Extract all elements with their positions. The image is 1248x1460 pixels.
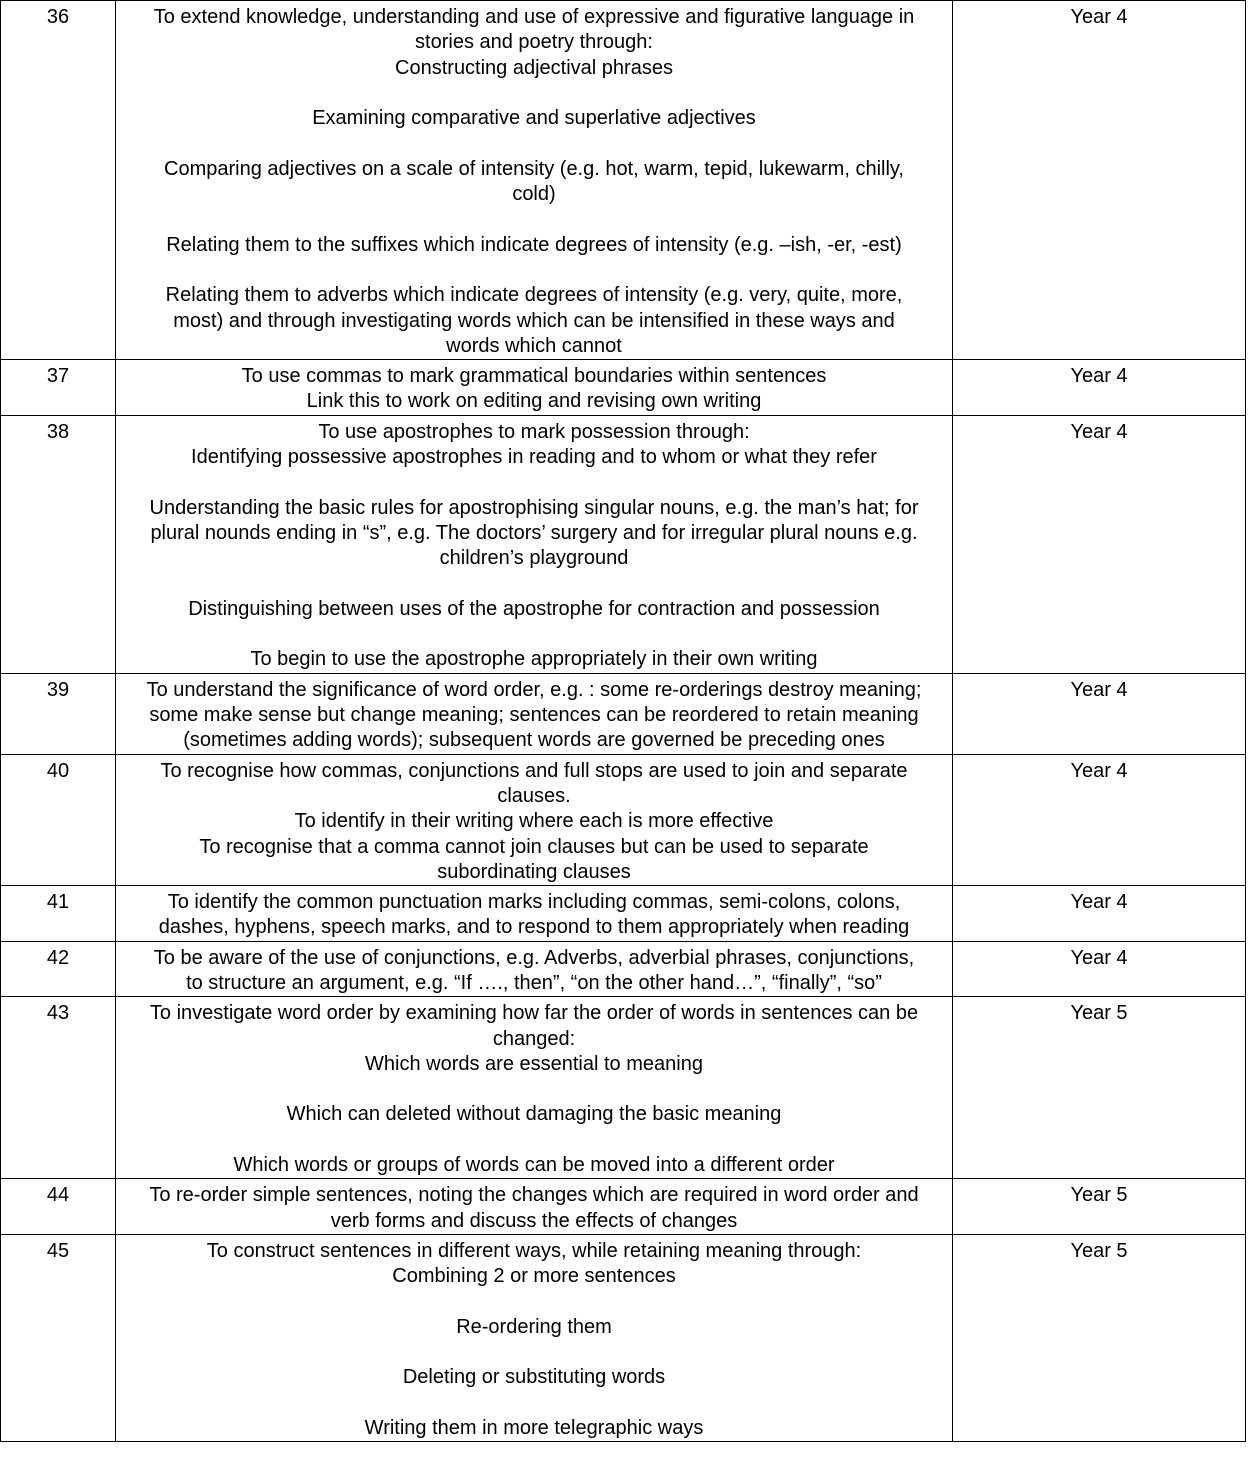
objective-line: Understanding the basic rules for apostrophising singular nouns, e.g. the man’s hat; for: [149, 496, 919, 519]
table-row: [1, 360, 1246, 416]
objective-line: Deleting or substituting words: [402, 1366, 666, 1389]
objective-line: [120, 258, 948, 283]
objective-description: [116, 1, 953, 360]
objective-line: To understand the significance of word order, e.g. : some re-orderings destroy meaning;: [146, 678, 922, 701]
objective-line: Constructing adjectival phrases: [395, 56, 673, 79]
objective-line: changed:: [492, 1027, 576, 1050]
objective-description: [116, 941, 953, 997]
objective-line: subordinating clauses: [437, 860, 631, 883]
objective-line: (sometimes adding words); subsequent words are governed be preceding ones: [183, 729, 885, 752]
objective-line: To recognise how commas, conjunctions and full stops are used to join and separate: [160, 759, 908, 782]
objective-line: [120, 1391, 948, 1416]
objective-line: plural nounds ending in “s”, e.g. The doctors’ surgery and for irregular plural nouns e.g.: [150, 521, 918, 544]
objective-line: Identifying possessive apostrophes in reading and to whom or what they refer: [191, 446, 877, 469]
objective-line: To use commas to mark grammatical boundaries within sentences: [241, 365, 827, 388]
objective-description: [116, 997, 953, 1179]
objective-line: to structure an argument, e.g. “If …., then”, “on the other hand…”, “finally”, “so”: [186, 971, 882, 994]
objective-line: some make sense but change meaning; sentences can be reordered to retain meaning: [149, 704, 919, 727]
objective-line: Relating them to the suffixes which indicate degrees of intensity (e.g. –ish, -er, -est): [166, 233, 902, 256]
year-group: Year 5: [953, 1234, 1246, 1441]
objective-line: [120, 572, 948, 597]
objective-number: 37: [1, 360, 116, 416]
objective-line: To identify in their writing where each is more effective: [294, 810, 774, 833]
objective-number: 36: [1, 1, 116, 360]
objective-number: 42: [1, 941, 116, 997]
objective-line: Combining 2 or more sentences: [392, 1265, 676, 1288]
objective-line: To investigate word order by examining how far the order of words in sentences can be: [149, 1002, 919, 1025]
objective-line: To extend knowledge, understanding and use of expressive and figurative language in: [153, 6, 915, 28]
objective-line: cold): [512, 183, 556, 206]
objectives-table-body: [1, 1, 1246, 1442]
objective-line: [120, 622, 948, 647]
objective-line: To identify the common punctuation marks including commas, semi-colons, colons,: [167, 891, 901, 914]
objective-line: To use apostrophes to mark possession through:: [318, 420, 750, 443]
year-group: Year 4: [953, 415, 1246, 673]
year-group: Year 4: [953, 754, 1246, 885]
objective-number: 39: [1, 673, 116, 754]
objective-line: [120, 1340, 948, 1365]
objective-line: Writing them in more telegraphic ways: [364, 1417, 704, 1440]
objective-number: 43: [1, 997, 116, 1179]
year-group: Year 4: [953, 673, 1246, 754]
objective-line: Which words are essential to meaning: [365, 1052, 703, 1075]
objective-number: 44: [1, 1179, 116, 1235]
objective-number: 40: [1, 754, 116, 885]
year-group: Year 4: [953, 941, 1246, 997]
table-row: [1, 1234, 1246, 1441]
table-row: [1, 415, 1246, 673]
objective-line: children’s playground: [439, 547, 629, 570]
objective-line: Which words or groups of words can be moved into a different order: [233, 1154, 835, 1177]
objective-line: [120, 1290, 948, 1315]
table-row: [1, 673, 1246, 754]
objective-number: 45: [1, 1234, 116, 1441]
objective-line: To re-order simple sentences, noting the changes which are required in word order and: [149, 1184, 919, 1207]
objective-line: clauses.: [497, 784, 571, 807]
objective-line: To be aware of the use of conjunctions, e.g. Adverbs, adverbial phrases, conjunctions,: [153, 946, 915, 969]
objective-description: [116, 360, 953, 416]
objective-number: 41: [1, 886, 116, 942]
objective-description: [116, 1234, 953, 1441]
objective-line: Re-ordering them: [456, 1315, 612, 1338]
objective-line: dashes, hyphens, speech marks, and to respond to them appropriately when reading: [158, 916, 910, 939]
objective-description: [116, 673, 953, 754]
table-row: [1, 997, 1246, 1179]
table-row: [1, 1, 1246, 360]
objective-description: [116, 415, 953, 673]
year-group: Year 4: [953, 886, 1246, 942]
table-row: [1, 886, 1246, 942]
objective-line: Distinguishing between uses of the apostrophe for contraction and possession: [188, 597, 880, 620]
objective-line: To construct sentences in different ways, while retaining meaning through:: [206, 1239, 862, 1262]
table-row: [1, 754, 1246, 885]
objective-line: verb forms and discuss the effects of changes: [330, 1209, 738, 1232]
objective-line: most) and through investigating words which can be intensified in these ways and: [173, 309, 895, 332]
objective-line: [120, 1077, 948, 1102]
table-row: [1, 941, 1246, 997]
objective-line: [120, 131, 948, 156]
objective-description: [116, 1179, 953, 1235]
objective-number: 38: [1, 415, 116, 673]
objective-line: [120, 81, 948, 106]
year-group: Year 5: [953, 997, 1246, 1179]
objective-line: [120, 207, 948, 232]
objective-line: To begin to use the apostrophe appropriately in their own writing: [250, 648, 818, 671]
objective-line: To recognise that a comma cannot join clauses but can be used to separate: [199, 835, 869, 858]
objective-line: Comparing adjectives on a scale of intensity (e.g. hot, warm, tepid, lukewarm, chilly,: [164, 157, 904, 180]
objective-description: [116, 886, 953, 942]
year-group: Year 5: [953, 1179, 1246, 1235]
objective-line: Which can deleted without damaging the basic meaning: [286, 1103, 782, 1126]
objective-description: [116, 754, 953, 885]
objective-line: words which cannot: [446, 334, 622, 357]
objective-line: stories and poetry through:: [415, 31, 653, 54]
objective-line: [120, 1128, 948, 1153]
objective-line: [120, 470, 948, 495]
objective-line: Relating them to adverbs which indicate degrees of intensity (e.g. very, quite, more,: [165, 284, 903, 307]
year-group: Year 4: [953, 1, 1246, 360]
objective-line: Link this to work on editing and revising own writing: [306, 390, 762, 413]
objective-line: Examining comparative and superlative adjectives: [312, 107, 756, 130]
table-row: [1, 1179, 1246, 1235]
year-group: Year 4: [953, 360, 1246, 416]
